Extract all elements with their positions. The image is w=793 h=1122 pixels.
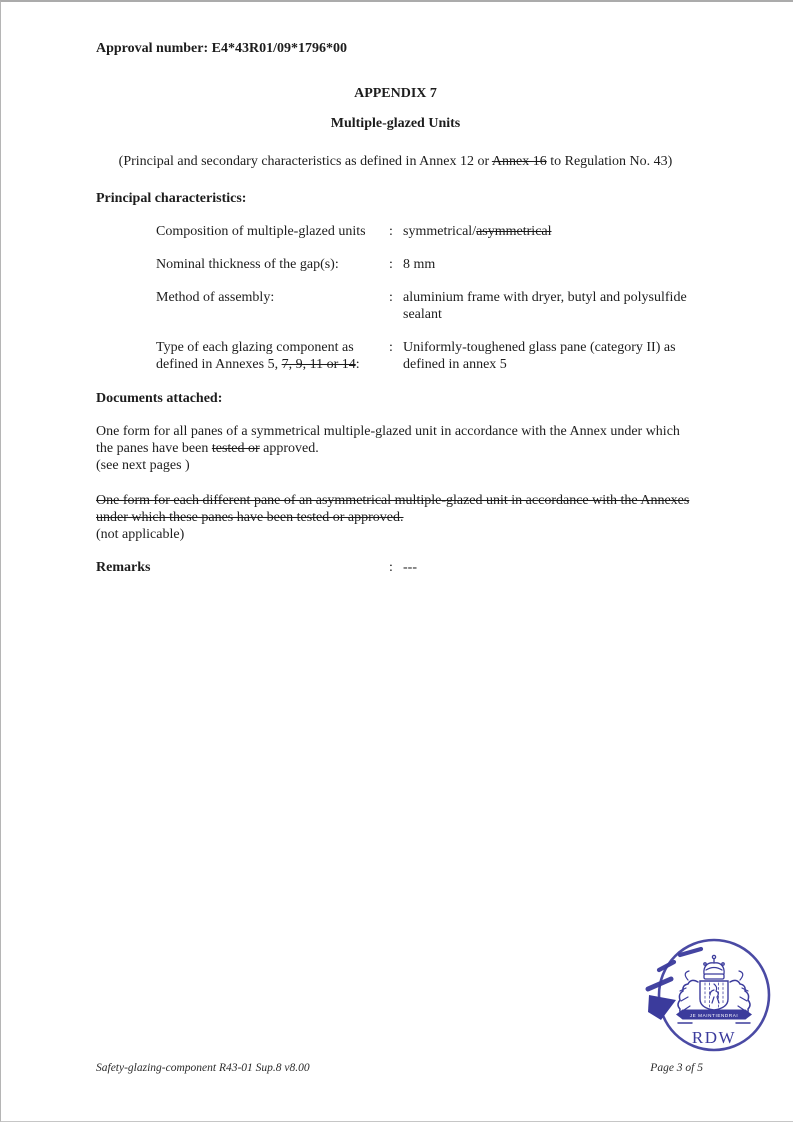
approval-number-label: Approval number: <box>96 41 209 56</box>
document-subtitle: Multiple-glazed Units <box>330 116 461 131</box>
approval-number-value: E4*43R01/09*1796*00 <box>211 41 347 56</box>
remarks-label: Remarks <box>96 560 151 575</box>
label-text-post: : <box>355 357 360 372</box>
documents-attached-heading: Documents attached: <box>96 391 223 406</box>
colon-separator: : <box>389 560 393 575</box>
footer-document-reference: Safety-glazing-component R43-01 Sup.8 v8.00 <box>96 1062 310 1074</box>
characteristic-row-gap-thickness <box>156 256 695 273</box>
intro-text-pre: (Principal and secondary characteristics as defined in Annex 12 or <box>118 154 492 169</box>
characteristic-label: Composition of multiple-glazed units <box>156 224 366 239</box>
shield-lion-figure <box>710 984 719 1003</box>
value-text: symmetrical/ <box>403 224 477 239</box>
see-next-pages-note: (see next pages ) <box>96 458 190 473</box>
not-applicable-note: (not applicable) <box>96 527 185 542</box>
characteristic-row-composition <box>156 223 695 240</box>
remarks-value: --- <box>403 560 417 575</box>
characteristic-row-assembly-method <box>156 289 695 323</box>
paragraph-text-post: approved. <box>259 441 319 456</box>
pen-ink-blot <box>648 995 676 1020</box>
stamp-org-text: RDW <box>691 1028 737 1047</box>
paragraph-text-pre: One form for all panes of a symmetrical multiple-glazed unit in accordance with the Annex under which the panes have been <box>96 424 680 456</box>
characteristic-row-glazing-component-type <box>156 339 695 373</box>
approval-number-line <box>96 40 695 57</box>
intro-text-post: to Regulation No. 43) <box>546 154 673 169</box>
principal-characteristics-heading: Principal characteristics: <box>96 191 247 206</box>
rdw-approval-stamp <box>636 930 793 1060</box>
colon-separator: : <box>389 340 393 355</box>
shield-icon <box>700 981 728 1010</box>
characteristic-value <box>403 223 695 240</box>
documents-paragraph-symmetrical <box>96 423 695 457</box>
characteristic-label: Nominal thickness of the gap(s): <box>156 257 339 272</box>
appendix-title: APPENDIX 7 <box>354 86 437 101</box>
intro-line <box>96 153 695 170</box>
intro-text-struck: Annex 16 <box>491 154 547 169</box>
document-content <box>96 40 695 576</box>
stamp-motto-text: JE MAINTIENDRAI <box>689 1012 739 1018</box>
characteristic-label: Method of assembly: <box>156 290 275 305</box>
rdw-stamp-graphic <box>636 930 793 1060</box>
colon-separator: : <box>389 290 393 305</box>
label-struck-text: 7, 9, 11 or 14 <box>281 357 356 372</box>
documents-paragraph-asymmetrical-struck: One form for each different pane of an asymmetrical multiple-glazed unit in accordance with the Annexes under which these panes have been tested or approved. <box>96 493 690 525</box>
colon-separator: : <box>389 257 393 272</box>
footer-page-number: Page 3 of 5 <box>650 1062 703 1074</box>
label-text-pre: Type of each glazing component as defined in Annexes 5, <box>156 340 354 372</box>
characteristic-value: 8 mm <box>403 257 436 272</box>
value-struck-text: asymmetrical <box>476 224 552 239</box>
characteristic-value: aluminium frame with dryer, butyl and polysulfide sealant <box>403 290 687 322</box>
characteristic-value: Uniformly-toughened glass pane (category II) as defined in annex 5 <box>403 340 676 372</box>
paragraph-struck-text: tested or <box>211 441 260 456</box>
colon-separator: : <box>389 224 393 239</box>
remarks-row <box>96 559 695 576</box>
characteristic-label <box>156 339 389 373</box>
crown-icon <box>704 955 724 979</box>
